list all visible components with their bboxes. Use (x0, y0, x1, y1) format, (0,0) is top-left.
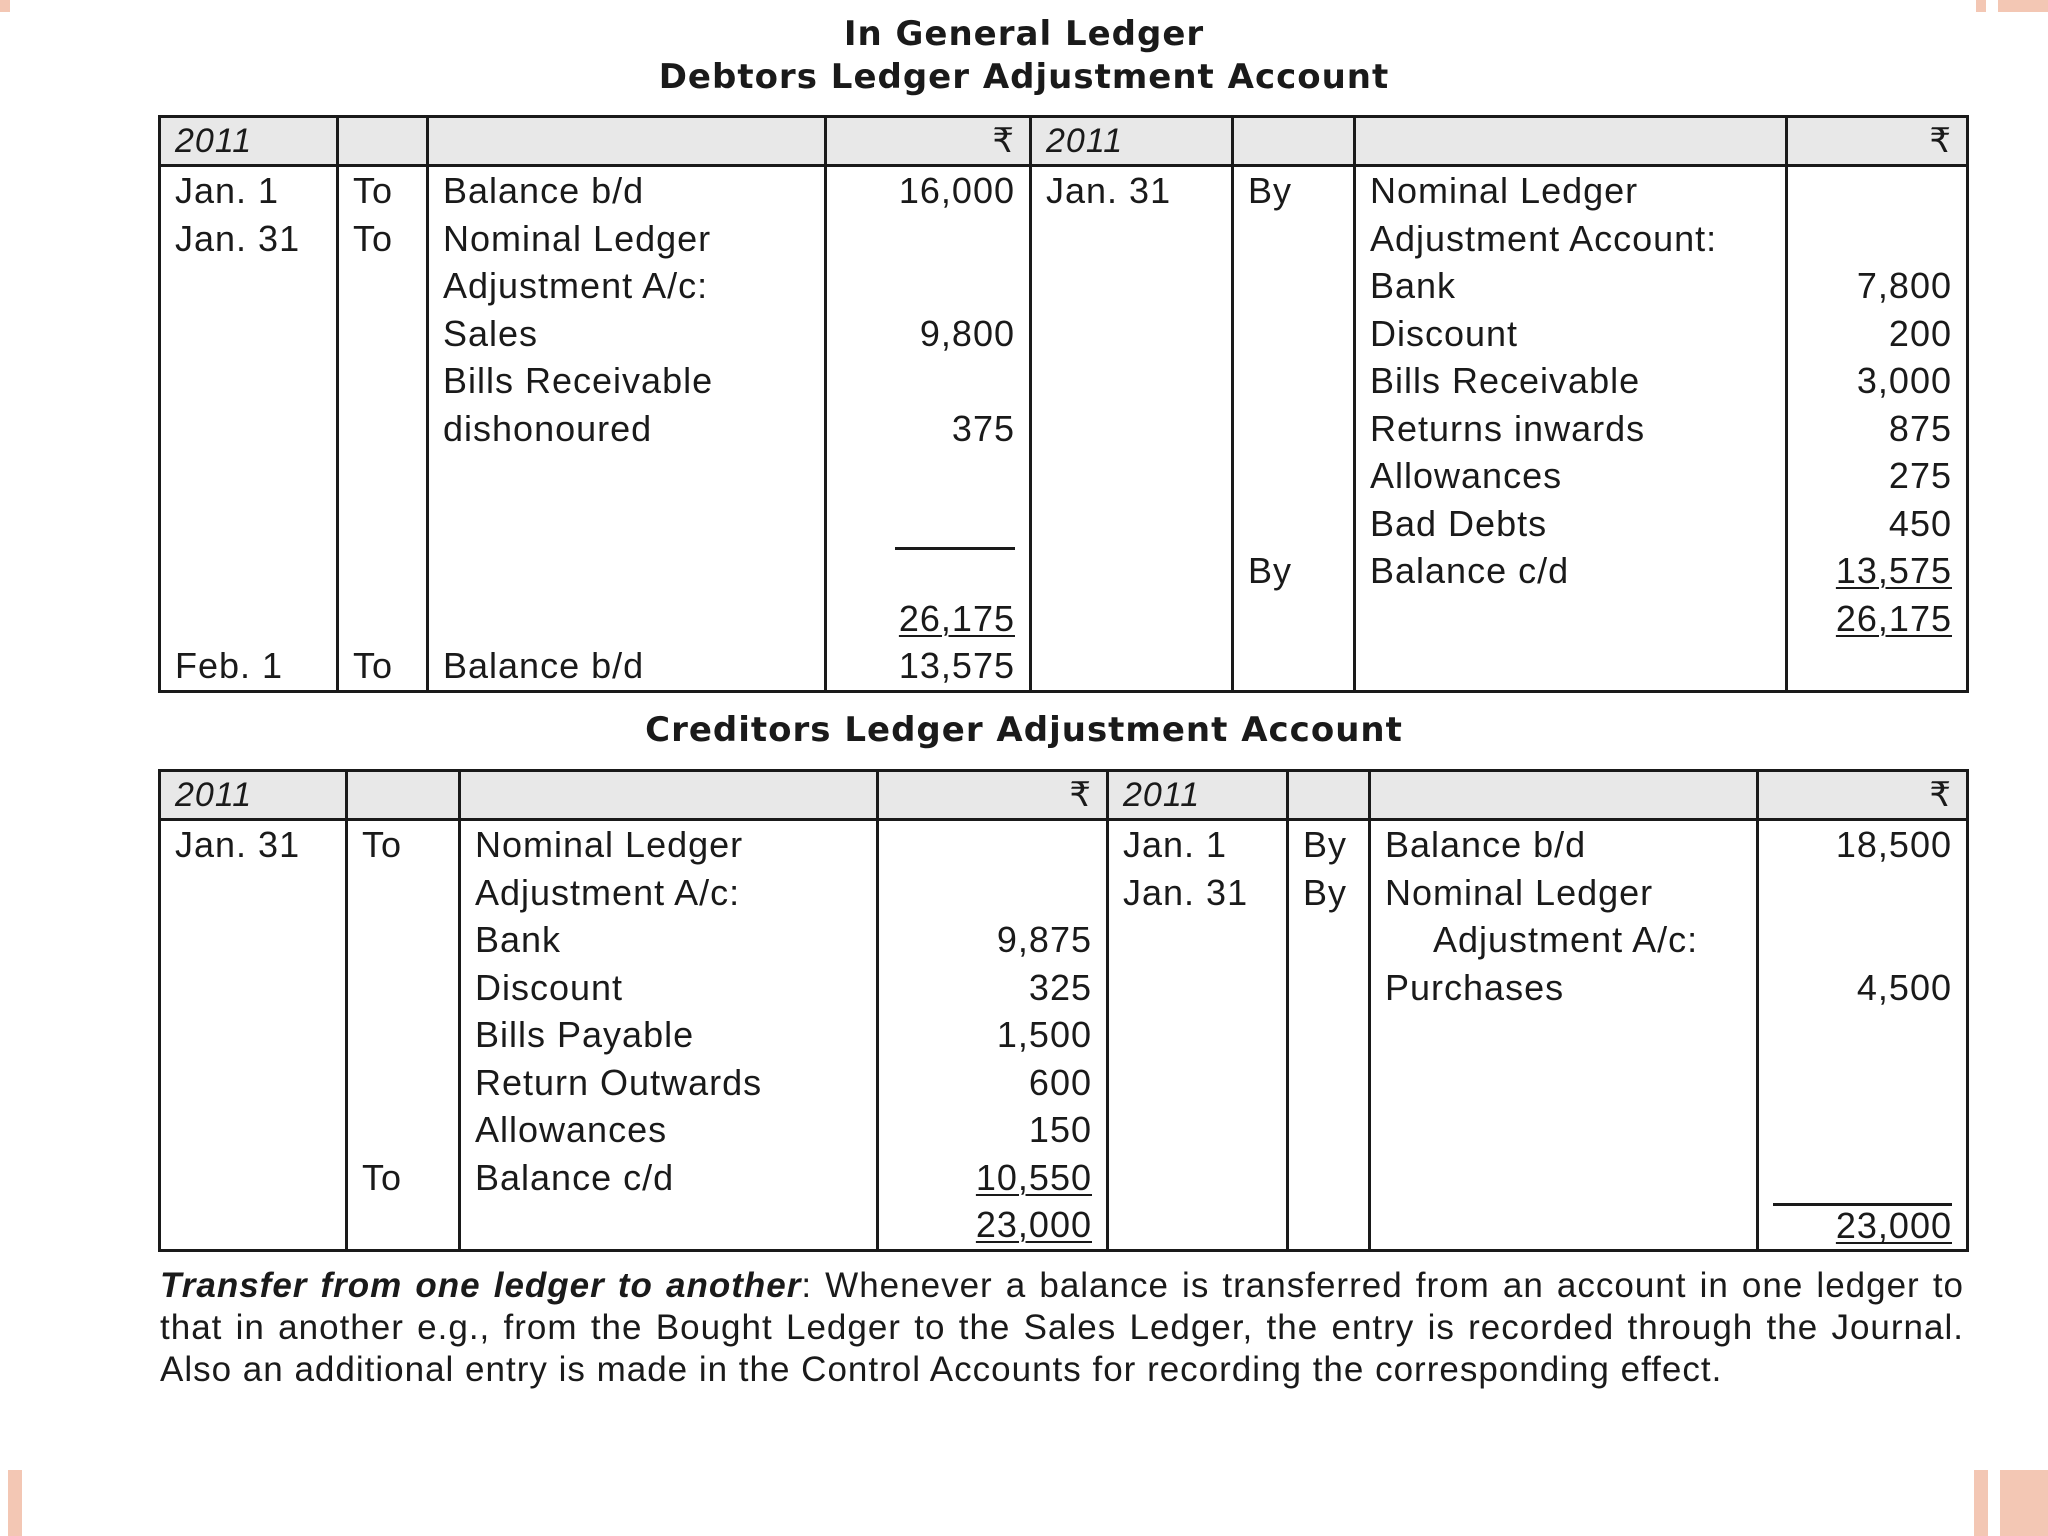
table-row (160, 166, 1968, 215)
particulars-cell: Discount (1355, 310, 1787, 358)
corner-decoration (1976, 0, 1986, 12)
particulars-cell: Returns inwards (1355, 405, 1787, 453)
by-cell: By (1233, 547, 1355, 595)
date-cell (1031, 262, 1233, 310)
note-text: : Whenever a balance is transferred from an account in one ledger to that in another e.g., from the Bought Ledger to the Sales Ledger, the entry is recorded through the Journal. Also an additional entry is made in the Control Accounts for recording the corresponding effect. (160, 1266, 1965, 1389)
amount-cell (826, 357, 1031, 405)
particulars-cell: Balance b/d (1370, 820, 1758, 869)
by-cell: By (1288, 869, 1370, 917)
amount-cell: 150 (878, 1106, 1108, 1154)
amount-cell: 375 (826, 405, 1031, 453)
note-lead: Transfer from one ledger to another (160, 1266, 802, 1305)
particulars-cell (428, 500, 826, 548)
rupee-icon: ₹ (1758, 771, 1968, 820)
header-year-right: 2011 (1108, 771, 1288, 820)
to-cell: To (338, 166, 428, 215)
amount-cell: 3,000 (1787, 357, 1968, 405)
date-cell: Jan. 31 (1031, 166, 1233, 215)
to-cell: To (347, 820, 460, 869)
table-row (160, 1011, 1968, 1059)
to-cell (338, 405, 428, 453)
date-cell (1031, 500, 1233, 548)
particulars-cell: Nominal Ledger (428, 215, 826, 263)
table-row (160, 547, 1968, 595)
date-cell: Jan. 1 (160, 166, 338, 215)
date-cell: Jan. 31 (1108, 869, 1288, 917)
by-cell (1233, 405, 1355, 453)
amount-cell: 7,800 (1787, 262, 1968, 310)
to-cell (338, 310, 428, 358)
date-cell: Jan. 31 (160, 820, 347, 869)
date-cell (1108, 916, 1288, 964)
particulars-cell: Bank (1355, 262, 1787, 310)
date-cell (160, 1154, 347, 1202)
by-cell: By (1288, 820, 1370, 869)
amount-cell (1787, 547, 1968, 595)
to-cell: To (338, 642, 428, 691)
amount-cell: 200 (1787, 310, 1968, 358)
date-cell (1031, 452, 1233, 500)
table-row (160, 869, 1968, 917)
particulars-cell: Adjustment A/c: (460, 869, 878, 917)
to-cell (347, 964, 460, 1012)
table-row (160, 642, 1968, 691)
table-row (160, 964, 1968, 1012)
date-cell: Jan. 1 (1108, 820, 1288, 869)
particulars-cell: Allowances (460, 1106, 878, 1154)
date-cell (160, 500, 338, 548)
by-cell (1288, 1011, 1370, 1059)
table-row (160, 310, 1968, 358)
amount-cell: 325 (878, 964, 1108, 1012)
to-cell (338, 500, 428, 548)
particulars-cell: Allowances (1355, 452, 1787, 500)
to-cell: To (347, 1154, 460, 1202)
creditors-ledger-table (158, 769, 1969, 1252)
corner-decoration (0, 0, 10, 12)
date-cell (1108, 1011, 1288, 1059)
date-cell (1031, 547, 1233, 595)
particulars-cell: Nominal Ledger (1355, 166, 1787, 215)
corner-decoration (2000, 1470, 2048, 1536)
table-row (160, 1154, 1968, 1202)
particulars-cell (1370, 1011, 1758, 1059)
amount-cell: 9,800 (826, 310, 1031, 358)
explanatory-note (160, 1265, 1964, 1391)
to-cell (347, 869, 460, 917)
by-cell (1288, 964, 1370, 1012)
date-cell (1108, 964, 1288, 1012)
amount-cell: 600 (878, 1059, 1108, 1107)
particulars-cell: Adjustment Account: (1355, 215, 1787, 263)
to-cell (338, 262, 428, 310)
amount-cell: 16,000 (826, 166, 1031, 215)
amount-cell: 9,875 (878, 916, 1108, 964)
header-year-right: 2011 (1031, 117, 1233, 166)
date-cell: Jan. 31 (160, 215, 338, 263)
debtors-account-title: Debtors Ledger Adjustment Account (658, 57, 1390, 97)
to-cell (338, 547, 428, 595)
rupee-icon: ₹ (1787, 117, 1968, 166)
amount-cell (826, 547, 1031, 595)
by-cell (1288, 916, 1370, 964)
debtors-ledger-table (158, 115, 1969, 693)
table-row (160, 452, 1968, 500)
table-row (160, 1059, 1968, 1107)
date-cell (160, 1011, 347, 1059)
amount-cell (1758, 1106, 1968, 1154)
particulars-cell (1370, 1059, 1758, 1107)
table-row (160, 262, 1968, 310)
date-cell (1031, 357, 1233, 405)
amount-cell: 18,500 (1758, 820, 1968, 869)
particulars-cell: Bills Payable (460, 1011, 878, 1059)
date-cell (160, 869, 347, 917)
particulars-cell: Adjustment A/c: (428, 262, 826, 310)
amount-cell (826, 215, 1031, 263)
by-cell (1233, 262, 1355, 310)
by-cell (1233, 500, 1355, 548)
particulars-cell (428, 452, 826, 500)
by-cell (1233, 310, 1355, 358)
rupee-icon: ₹ (878, 771, 1108, 820)
date-cell (160, 916, 347, 964)
by-cell: By (1233, 166, 1355, 215)
date-cell (160, 262, 338, 310)
to-cell (338, 357, 428, 405)
to-cell (347, 1059, 460, 1107)
to-cell (338, 452, 428, 500)
particulars-cell: Discount (460, 964, 878, 1012)
amount-cell: 275 (1787, 452, 1968, 500)
table-row (160, 215, 1968, 263)
particulars-cell: Balance c/d (460, 1154, 878, 1202)
to-cell (347, 1106, 460, 1154)
by-cell (1233, 452, 1355, 500)
by-cell (1233, 215, 1355, 263)
amount-cell: 450 (1787, 500, 1968, 548)
table-header-row (160, 771, 1968, 820)
particulars-cell: Bills Receivable (1355, 357, 1787, 405)
table-row (160, 1106, 1968, 1154)
balance-cd-amount: 10,550 (975, 1156, 1092, 1198)
totals-row (160, 595, 1968, 643)
amount-cell: 13,575 (826, 642, 1031, 691)
amount-cell (826, 452, 1031, 500)
to-cell (347, 1011, 460, 1059)
date-cell (160, 1059, 347, 1107)
total-right: 26,175 (1835, 597, 1952, 639)
date-cell (160, 964, 347, 1012)
date-cell (160, 547, 338, 595)
particulars-cell: Bills Receivable (428, 357, 826, 405)
to-cell: To (338, 215, 428, 263)
amount-cell (1758, 916, 1968, 964)
table-row (160, 500, 1968, 548)
date-cell (160, 1106, 347, 1154)
table-row (160, 357, 1968, 405)
date-cell (1108, 1106, 1288, 1154)
particulars-cell: Sales (428, 310, 826, 358)
corner-decoration (8, 1470, 22, 1536)
particulars-cell: Adjustment A/c: (1370, 916, 1758, 964)
by-cell (1288, 1154, 1370, 1202)
rupee-icon: ₹ (826, 117, 1031, 166)
amount-cell (826, 262, 1031, 310)
by-cell (1233, 357, 1355, 405)
table-row (160, 820, 1968, 869)
date-cell (1031, 310, 1233, 358)
date-cell (1108, 1154, 1288, 1202)
particulars-cell: Nominal Ledger (460, 820, 878, 869)
date-cell (160, 357, 338, 405)
amount-cell (1758, 1154, 1968, 1202)
total-left: 26,175 (898, 597, 1015, 639)
particulars-cell (1370, 1154, 1758, 1202)
date-cell (1031, 215, 1233, 263)
table-row (160, 405, 1968, 453)
particulars-cell: Balance c/d (1355, 547, 1787, 595)
creditors-account-title: Creditors Ledger Adjustment Account (645, 710, 1403, 750)
date-cell (160, 310, 338, 358)
amount-cell (1787, 166, 1968, 215)
table-row (160, 916, 1968, 964)
amount-cell (1758, 869, 1968, 917)
amount-cell (878, 1154, 1108, 1202)
totals-row (160, 1201, 1968, 1250)
amount-cell: 4,500 (1758, 964, 1968, 1012)
date-cell (160, 405, 338, 453)
table-header-row (160, 117, 1968, 166)
particulars-cell: Nominal Ledger (1370, 869, 1758, 917)
header-year-left: 2011 (160, 117, 338, 166)
header-year-left: 2011 (160, 771, 347, 820)
particulars-cell: Balance b/d (428, 642, 826, 691)
amount-cell (1758, 1011, 1968, 1059)
by-cell (1288, 1106, 1370, 1154)
by-cell (1288, 1059, 1370, 1107)
amount-cell (1758, 1059, 1968, 1107)
amount-cell (1787, 215, 1968, 263)
balance-cd-amount: 13,575 (1835, 550, 1952, 591)
corner-decoration (1998, 0, 2048, 12)
particulars-cell (1370, 1106, 1758, 1154)
page-heading: In General Ledger (843, 14, 1205, 54)
amount-cell: 875 (1787, 405, 1968, 453)
date-cell (160, 452, 338, 500)
amount-cell (878, 869, 1108, 917)
amount-cell (826, 500, 1031, 548)
to-cell (347, 916, 460, 964)
particulars-cell: Balance b/d (428, 166, 826, 215)
date-cell: Feb. 1 (160, 642, 338, 691)
amount-cell: 1,500 (878, 1011, 1108, 1059)
total-right: 23,000 (1773, 1203, 1952, 1246)
corner-decoration (1974, 1470, 1988, 1536)
particulars-cell: Bad Debts (1355, 500, 1787, 548)
particulars-cell: dishonoured (428, 405, 826, 453)
date-cell (1031, 405, 1233, 453)
particulars-cell (428, 547, 826, 595)
particulars-cell: Bank (460, 916, 878, 964)
particulars-cell: Purchases (1370, 964, 1758, 1012)
particulars-cell: Return Outwards (460, 1059, 878, 1107)
amount-cell (878, 820, 1108, 869)
total-left: 23,000 (975, 1204, 1092, 1245)
date-cell (1108, 1059, 1288, 1107)
